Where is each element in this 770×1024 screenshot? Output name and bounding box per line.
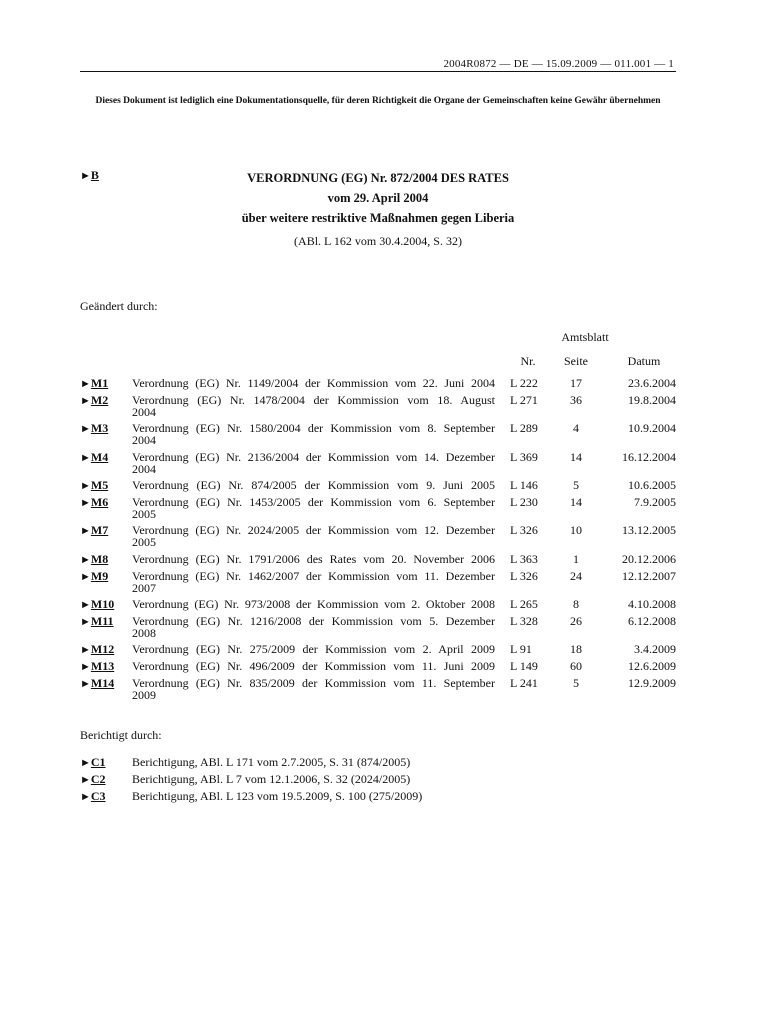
- cell-datum: 7.9.2005: [634, 495, 676, 509]
- correction-marker[interactable]: [80, 773, 106, 786]
- amendment-description: [132, 451, 495, 475]
- triangle-right-icon: ►: [80, 497, 91, 509]
- marker-code: M5: [90, 478, 109, 492]
- cell-nr: L 326: [510, 569, 538, 583]
- base-act-marker[interactable]: [80, 168, 99, 183]
- triangle-right-icon: ►: [80, 774, 91, 786]
- amendment-marker[interactable]: [80, 677, 114, 690]
- amendment-text: Verordnung (EG) Nr. 2024/2005 der Kommission vom 12. Dezember: [132, 523, 495, 537]
- cell-seite: 1: [573, 552, 579, 566]
- cell-datum: 10.9.2004: [628, 421, 676, 435]
- amendment-text-continued: 2005: [132, 507, 156, 521]
- amendment-description: [132, 598, 495, 610]
- cell-seite: 24: [570, 569, 582, 583]
- amendment-text: Verordnung (EG) Nr. 1580/2004 der Kommission vom 8. September: [132, 421, 495, 435]
- marker-code: M6: [90, 495, 109, 509]
- amendment-description: [132, 377, 495, 389]
- regulation-title-block: [150, 168, 606, 249]
- regulation-date: vom 29. April 2004: [327, 191, 429, 205]
- column-header-datum: Datum: [627, 354, 661, 368]
- triangle-right-icon: ►: [80, 571, 91, 583]
- marker-code: B: [90, 168, 99, 182]
- marker-code: M11: [90, 614, 114, 628]
- marker-code: M12: [90, 642, 115, 656]
- triangle-right-icon: ►: [80, 661, 91, 673]
- amendment-description: [132, 422, 495, 446]
- cell-datum: 12.6.2009: [628, 659, 676, 673]
- correction-text: Berichtigung, ABl. L 7 vom 12.1.2006, S. 32 (2024/2005): [132, 772, 411, 786]
- marker-code: M1: [90, 376, 109, 390]
- amendment-text-continued: 2007: [132, 581, 156, 595]
- amendment-text: Verordnung (EG) Nr. 874/2005 der Kommission vom 9. Juni 2005: [132, 478, 495, 492]
- column-header-nr: Nr.: [520, 354, 536, 368]
- triangle-right-icon: ►: [80, 678, 91, 690]
- correction-text: Berichtigung, ABl. L 171 vom 2.7.2005, S. 31 (874/2005): [132, 755, 411, 769]
- amendment-marker[interactable]: [80, 451, 108, 464]
- amendment-description: [132, 394, 495, 418]
- marker-code: C1: [90, 755, 106, 769]
- triangle-right-icon: ►: [80, 170, 91, 182]
- column-header-seite: Seite: [564, 354, 588, 368]
- amendment-marker[interactable]: [80, 377, 108, 390]
- amendment-text: Verordnung (EG) Nr. 835/2009 der Kommission vom 11. September: [132, 676, 495, 690]
- document-id: 2004R0872 — DE — 15.09.2009 — 011.001 — 1: [443, 58, 674, 70]
- amendment-text-continued: 2009: [132, 688, 156, 702]
- amendment-text: Verordnung (EG) Nr. 2136/2004 der Kommission vom 14. Dezember: [132, 450, 495, 464]
- marker-code: C2: [90, 772, 106, 786]
- cell-seite: 60: [570, 659, 582, 673]
- amendment-description: [132, 660, 495, 672]
- cell-datum: 23.6.2004: [628, 376, 676, 390]
- cell-nr: L 149: [510, 659, 538, 673]
- cell-nr: L 326: [510, 523, 538, 537]
- cell-seite: 5: [573, 676, 579, 690]
- amendment-marker[interactable]: [80, 479, 108, 492]
- marker-code: M10: [90, 597, 115, 611]
- cell-datum: 10.6.2005: [628, 478, 676, 492]
- cell-seite: 26: [570, 614, 582, 628]
- amendment-text-continued: 2004: [132, 405, 156, 419]
- amended-by-label: Geändert durch:: [80, 299, 158, 313]
- cell-nr: L 289: [510, 421, 538, 435]
- amendment-text-continued: 2005: [132, 535, 156, 549]
- amendment-description: [132, 615, 495, 639]
- cell-seite: 17: [570, 376, 582, 390]
- regulation-title: VERORDNUNG (EG) Nr. 872/2004 DES RATES: [247, 171, 509, 185]
- marker-code: M13: [90, 659, 115, 673]
- amendment-text-continued: 2008: [132, 626, 156, 640]
- amendment-marker[interactable]: [80, 496, 108, 509]
- cell-datum: 16.12.2004: [622, 450, 676, 464]
- amendment-description: [132, 677, 495, 701]
- correction-text: Berichtigung, ABl. L 123 vom 19.5.2009, S. 100 (275/2009): [132, 789, 423, 803]
- amtsblatt-header: Amtsblatt: [561, 330, 609, 344]
- marker-code: C3: [90, 789, 106, 803]
- amendment-description: [132, 553, 495, 565]
- amendment-text: Verordnung (EG) Nr. 1149/2004 der Kommission vom 22. Juni 2004: [132, 376, 495, 390]
- marker-code: M3: [90, 421, 109, 435]
- cell-seite: 18: [570, 642, 582, 656]
- amendment-text: Verordnung (EG) Nr. 275/2009 der Kommission vom 2. April 2009: [132, 642, 495, 656]
- triangle-right-icon: ►: [80, 644, 91, 656]
- amendment-marker[interactable]: [80, 570, 108, 583]
- disclaimer: Dieses Dokument ist lediglich eine Dokumentationsquelle, für deren Richtigkeit die Organe der Gemeinschaften keine Gewähr übernehmen: [95, 96, 661, 106]
- amendment-description: [132, 479, 495, 491]
- cell-seite: 36: [570, 393, 582, 407]
- correction-marker[interactable]: [80, 756, 106, 769]
- triangle-right-icon: ►: [80, 616, 91, 628]
- regulation-source: (ABl. L 162 vom 30.4.2004, S. 32): [294, 234, 462, 248]
- amendment-text-continued: 2004: [132, 462, 156, 476]
- triangle-right-icon: ►: [80, 480, 91, 492]
- amendment-marker[interactable]: [80, 394, 108, 407]
- marker-code: M2: [90, 393, 109, 407]
- amendment-description: [132, 570, 495, 594]
- amendment-marker[interactable]: [80, 660, 114, 673]
- cell-seite: 10: [570, 523, 582, 537]
- amendment-text: Verordnung (EG) Nr. 1453/2005 der Kommission vom 6. September: [132, 495, 495, 509]
- correction-marker[interactable]: [80, 790, 106, 803]
- triangle-right-icon: ►: [80, 378, 91, 390]
- triangle-right-icon: ►: [80, 554, 91, 566]
- cell-nr: L 222: [510, 376, 538, 390]
- triangle-right-icon: ►: [80, 791, 91, 803]
- amendment-description: [132, 496, 495, 520]
- cell-datum: 3.4.2009: [634, 642, 676, 656]
- cell-seite: 8: [573, 597, 579, 611]
- amendment-text: Verordnung (EG) Nr. 1462/2007 der Kommission vom 11. Dezember: [132, 569, 495, 583]
- amendment-marker[interactable]: [80, 553, 108, 566]
- cell-nr: L 265: [510, 597, 538, 611]
- header-divider: [80, 71, 676, 72]
- cell-seite: 14: [570, 450, 582, 464]
- amendment-marker[interactable]: [80, 422, 108, 435]
- cell-datum: 6.12.2008: [628, 614, 676, 628]
- cell-datum: 20.12.2006: [622, 552, 676, 566]
- amendment-marker[interactable]: [80, 524, 108, 537]
- cell-nr: L 369: [510, 450, 538, 464]
- cell-datum: 13.12.2005: [622, 523, 676, 537]
- marker-code: M14: [90, 676, 115, 690]
- amendment-text: Verordnung (EG) Nr. 1791/2006 des Rates vom 20. November 2006: [132, 552, 495, 566]
- marker-code: M9: [90, 569, 109, 583]
- amendment-description: [132, 643, 495, 655]
- cell-seite: 4: [573, 421, 579, 435]
- amendment-text-continued: 2004: [132, 433, 156, 447]
- amendment-text: Verordnung (EG) Nr. 1478/2004 der Kommission vom 18. August: [132, 393, 495, 407]
- amendment-marker[interactable]: [80, 598, 114, 611]
- amendment-text: Verordnung (EG) Nr. 496/2009 der Kommission vom 11. Juni 2009: [132, 659, 495, 673]
- cell-nr: L 271: [510, 393, 538, 407]
- cell-nr: L 91: [510, 642, 532, 656]
- amendment-marker[interactable]: [80, 615, 114, 628]
- cell-nr: L 328: [510, 614, 538, 628]
- cell-nr: L 230: [510, 495, 538, 509]
- cell-datum: 12.9.2009: [628, 676, 676, 690]
- triangle-right-icon: ►: [80, 599, 91, 611]
- cell-seite: 14: [570, 495, 582, 509]
- amendment-text: Verordnung (EG) Nr. 973/2008 der Kommission vom 2. Oktober 2008: [132, 597, 495, 611]
- triangle-right-icon: ►: [80, 757, 91, 769]
- cell-seite: 5: [573, 478, 579, 492]
- corrected-by-label: Berichtigt durch:: [80, 728, 162, 742]
- amendment-marker[interactable]: [80, 643, 114, 656]
- cell-datum: 19.8.2004: [628, 393, 676, 407]
- cell-datum: 4.10.2008: [628, 597, 676, 611]
- cell-datum: 12.12.2007: [622, 569, 676, 583]
- triangle-right-icon: ►: [80, 423, 91, 435]
- triangle-right-icon: ►: [80, 452, 91, 464]
- cell-nr: L 363: [510, 552, 538, 566]
- regulation-subject: über weitere restriktive Maßnahmen gegen Liberia: [241, 211, 515, 225]
- marker-code: M4: [90, 450, 109, 464]
- marker-code: M7: [90, 523, 109, 537]
- amendment-text: Verordnung (EG) Nr. 1216/2008 der Kommission vom 5. Dezember: [132, 614, 495, 628]
- cell-nr: L 241: [510, 676, 538, 690]
- amendment-description: [132, 524, 495, 548]
- marker-code: M8: [90, 552, 109, 566]
- triangle-right-icon: ►: [80, 395, 91, 407]
- cell-nr: L 146: [510, 478, 538, 492]
- triangle-right-icon: ►: [80, 525, 91, 537]
